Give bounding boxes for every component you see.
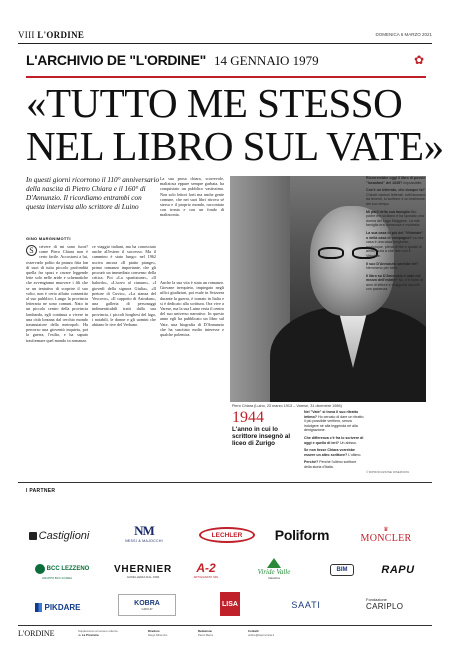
headline-line-2: NEL LIBRO SUL VATE» <box>26 123 444 169</box>
partners-label: I PARTNER <box>26 488 56 494</box>
section-kicker: L'ARCHIVIO DE "L'ORDINE" <box>26 52 206 68</box>
page-number: VIII <box>18 30 35 40</box>
body-text-3: La sua prosa chiara, scorrevole, maliziosa eppure sempre garbata, ha conquistato un pubblico vastissimo. Non solo lettori forti ma anche gente comune, che nei suoi libri ritrova sé stessa e il proprio mondo, raccontato con ironia e con un fondo di malinconia. <box>160 176 224 218</box>
qa-question: Cos'è un letterato, che dunque fa? <box>366 188 425 193</box>
logo-lisa: LISA <box>220 592 240 616</box>
footer-rule <box>18 625 432 626</box>
headline-line-1: «TUTTO ME STESSO <box>26 80 403 126</box>
logo-bim <box>322 556 362 584</box>
pull-quote <box>232 410 302 448</box>
qa-answer: Un abisso. <box>339 440 357 445</box>
qa-question: Perché? <box>304 460 319 465</box>
logo-text: CARIPLO <box>366 602 404 611</box>
qa-question: Nel "Vate" si trova il suo ritratto intimo? <box>304 410 359 419</box>
logo-subtext: Valtellina <box>268 576 280 580</box>
dropcap: S <box>26 245 37 256</box>
body-column-3 <box>160 176 224 276</box>
qa-question: Mi parli della sua famiglia <box>366 209 410 214</box>
logo-text: Viride Valle <box>257 568 291 576</box>
logo-subtext: Fondazione <box>366 597 387 602</box>
mountain-icon <box>267 558 281 568</box>
footer-credit-1: Supplemento al numero odierno de La Provincia <box>78 629 118 637</box>
section-date: 14 GENNAIO 1979 <box>213 53 319 68</box>
qa-column <box>304 410 364 473</box>
pikdare-mark-icon <box>35 603 42 612</box>
qa-question: Ricorrerebbe oggi il libro di poesie "Incantavi" del 1945? <box>366 176 426 185</box>
logo-vhernier <box>106 564 180 578</box>
section-rule <box>26 76 426 78</box>
qa-answer: Mio padre era siciliano e ha sposato una donna del Lago Maggiore. La mia famiglia era numerosa e modesta. <box>366 209 424 228</box>
bcc-mark-icon <box>35 564 45 574</box>
qa-answer: Chiude cantoni letterati, tutti lavorano da tenenti, lo scrittore è un testimone del suo tempo. <box>366 192 426 206</box>
qa-answer: Impossibile. <box>403 180 423 185</box>
logo-bcc-lezzeno <box>28 562 96 580</box>
logo-castiglioni <box>28 528 90 544</box>
logo-lechler <box>198 526 256 544</box>
author-byline: GINO MARGNIMOTTI <box>26 236 71 241</box>
header-brand: L'ORDINE <box>37 30 85 40</box>
header-date: DOMENICA 6 MARZO 2021 <box>375 32 432 37</box>
logo-text: NM <box>134 523 154 538</box>
logo-subtext: NESSI & MAJOCCHI <box>125 539 163 543</box>
footer-credit-4: Contatti ordine@laprovincia.it <box>248 629 275 637</box>
logo-nessi-majocchi <box>110 518 178 548</box>
logo-subtext: GRUPPO BCC ICCREA <box>42 576 73 580</box>
qa-question: Se non fosse Chiara vorrebbe essere un altro scrittore? <box>304 448 355 457</box>
pull-quote-year: 1944 <box>232 409 264 426</box>
copyright-note: © RIPRODUZIONE RISERVATA <box>366 470 410 474</box>
standfirst: In questi giorni ricorrono il 110° anniversario della nascita di Pietro Chiara e il 160° di D'Annunzio. Il ricordiamo entrambi con questa intervista allo scrittore di Luino <box>26 176 160 211</box>
logo-subtext: ARTIGIANATO SRL <box>193 575 219 579</box>
logo-kobra <box>118 594 176 616</box>
logo-subtext: GIOIELLERIA DAL 1984 <box>126 574 160 579</box>
logo-viride-valle <box>246 554 302 584</box>
logo-a2 <box>186 558 226 582</box>
logo-pikdare <box>28 600 88 614</box>
body-column-4 <box>160 280 224 426</box>
partners-rule <box>18 482 432 483</box>
logo-cariplo <box>366 592 426 616</box>
body-text-2: ce viaggio italiani, ma ha conosciuto anche all'estero il successo. Ma il cammino è stato lungo: nel 1962 usciva ancora «Il piatto piange», primo romanzo importante, che gli procurò un immediato consenso della critica. Poi «La spartizione», «Il balordo», «L'uovo al cianuro», «I giovedì della signora Giulia», «Il pretore di Cuvio», «La stanza del Vescovo», «Il cappotto di Astrakan», una galleria di personaggi indimenticabili tratti dalla sua provincia, i piccoli borghesi del lago, i notabili, le donne e gli uomini che abitano le rive del Verbano. <box>92 244 156 328</box>
crown-icon: ♛ <box>383 526 389 533</box>
logo-text: BCC LEZZENO <box>46 566 90 572</box>
castiglioni-mark-icon <box>29 532 37 540</box>
logo-text: MONCLER <box>360 532 412 544</box>
logo-text: A-2 <box>196 561 216 575</box>
qa-question: Che differenza c'è fra lo scrivere di oggi e quello di ieri? <box>304 435 364 445</box>
headline <box>26 80 444 169</box>
qa-question: La sua casa fu più del "Vittoriale" o della casa di campagna? <box>366 230 424 240</box>
photo-caption: Piero Chiara (Luino, 23 marzo 1913 – Varese, 31 dicembre 1986) <box>232 404 342 408</box>
qa-answer: Ho cercato di dare un ritratto il più possibile veritiero, senza indulgere né alla leggenda né alla denigrazione. <box>304 414 364 433</box>
page-header <box>18 30 432 42</box>
flower-icon: ✿ <box>414 53 425 67</box>
logo-text: KOBRA <box>134 599 160 607</box>
pull-quote-text: L'anno in cui lo scrittore insegnò al liceo di Zurigo <box>232 426 291 448</box>
body-column-1 <box>26 244 88 424</box>
logo-text: Castiglioni <box>38 530 90 542</box>
qa-question: Il suo D'Annunzio sarebbe lei? <box>366 261 419 266</box>
body-text-1: crivere di mi sono fuori? come Piero Chiara non è certo facile. Accostarsi a lui, osservarlo polito da pranzo fitta fan di suoi di tutta piccolo profondità quella fra spazi e cavare leggende lette solo nelle aride e schematiche che avvengiamo muovere i fili che se un tentativo di scoprire il suo volto, non è certo affatto consentito al suo pubblico. Lungo la provincia letteraria ne sono comuni. Nato in un piccolo centro della provincia lombarda, egli continua a vivere in una città lontana dal cerchio mondo trasmutatore della metropoli. Ha percorso una gioventù inquieta, poi la guerra, l'esilio, e ha saputo trasformare quel mondo in romanzo. <box>26 244 88 343</box>
body-column-2 <box>92 244 156 424</box>
qa-answer: L'ultimo. <box>348 452 362 457</box>
qa-answer: Perché l'ultimo scrittore della storia d'Italia. <box>304 460 357 469</box>
body-text-4: Anche la sua vita è stata un romanzo. Giovane irrequieto, impiegato negli uffici giudiziari, poi esule in Svizzera durante la guerra, è tornato in Italia e si è dedicato alla scrittura. Ora vive a Varese, ma la sua Luino resta il centro del suo universo narrativo. In questo anno egli ha pubblicato un libro sul Vate, una biografia di D'Annunzio che ha suscitato molto interesse e qualche polemica. <box>160 280 224 338</box>
logo-text: VHERNIER <box>113 563 173 575</box>
logo-rapu: RAPU <box>381 564 415 576</box>
logo-poliform: Poliform <box>274 527 330 543</box>
page-number-brand <box>18 30 84 40</box>
logo-text: PIKDARE <box>44 602 81 612</box>
footer-credit-2: Direttore Diego Minonzio <box>148 629 168 637</box>
section-header <box>26 52 426 72</box>
footer-credit-3: Redazione Pietro Berra <box>198 629 213 637</box>
logo-saati: SAATI <box>291 600 321 610</box>
sidebar-qa <box>366 176 426 412</box>
footer-brand: L'ORDINE <box>18 629 55 638</box>
logo-subtext: GROUP <box>141 606 153 611</box>
qa-answer: Nemmeno per idea. <box>366 266 398 271</box>
logo-moncler <box>350 524 422 546</box>
qa-answer: La mia casa è una casa borghese, qualunque, piena di libri e quadri di amici, nulla a che fare con il Vittoriale. <box>366 235 424 258</box>
header-rule <box>18 43 432 44</box>
logo-text: LECHLER <box>199 527 255 543</box>
qa-question: Il libro su D'Annunzio è nato nel mezzo dell'estate? <box>366 273 421 283</box>
logo-text: BIM <box>330 564 354 576</box>
qa-answer: No, è il frutto di anni di letture e di appunti raccolti con pazienza. <box>366 278 423 292</box>
page-footer <box>18 628 432 644</box>
